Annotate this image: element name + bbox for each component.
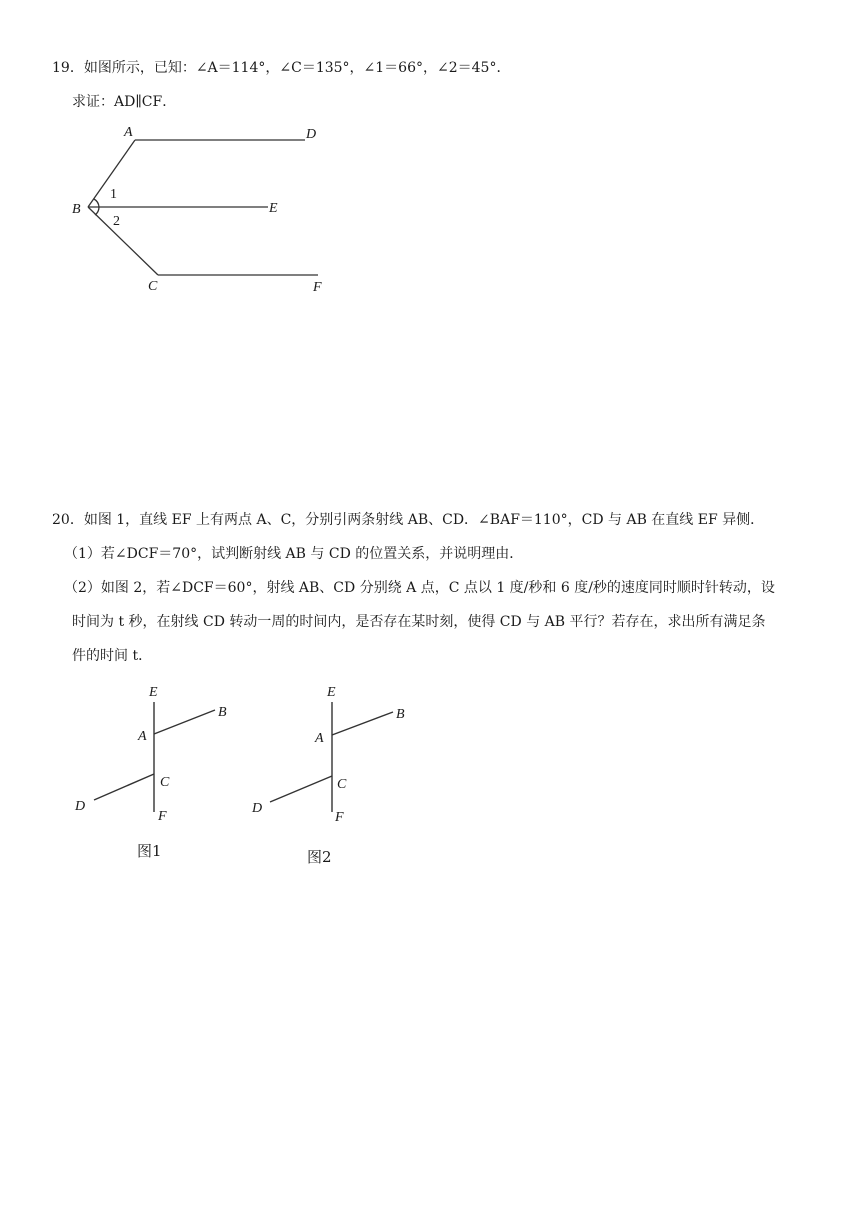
- ray-ab: [154, 710, 215, 734]
- figure1-caption: 图1: [137, 842, 162, 860]
- ray-cd: [94, 774, 154, 800]
- label-e: E: [149, 685, 158, 700]
- label-f: F: [158, 809, 167, 824]
- ray-ab: [332, 712, 393, 735]
- label-c: C: [148, 279, 158, 294]
- label-b: B: [218, 705, 227, 720]
- q20-part2-line3: 件的时间 t．: [72, 648, 153, 664]
- label-e: E: [269, 201, 278, 216]
- q19-statement: 19．如图所示，已知：∠A＝114°，∠C＝135°，∠1＝66°，∠2＝45°．: [52, 60, 511, 76]
- label-f: F: [335, 810, 344, 825]
- label-d: D: [75, 799, 86, 814]
- q19-figure: [60, 118, 360, 298]
- label-b: B: [72, 202, 81, 217]
- label-c: C: [160, 775, 170, 790]
- segment-bc: [88, 207, 158, 275]
- angle1-arc: [94, 199, 99, 207]
- label-d: D: [306, 127, 317, 142]
- label-a: A: [138, 729, 147, 744]
- label-angle1: 1: [110, 187, 117, 202]
- label-a: A: [124, 125, 133, 140]
- q20-part1: （1）若∠DCF＝70°，试判断射线 AB 与 CD 的位置关系，并说明理由．: [64, 546, 524, 562]
- figure2-caption: 图2: [307, 848, 332, 866]
- label-e: E: [327, 685, 336, 700]
- label-f: F: [313, 280, 322, 295]
- ray-cd: [270, 776, 332, 802]
- label-d: D: [252, 801, 263, 816]
- q20-figure1: [70, 678, 250, 828]
- angle2-arc: [95, 207, 99, 215]
- label-c: C: [337, 777, 347, 792]
- q20-part2-line1: （2）如图 2，若∠DCF＝60°，射线 AB、CD 分别绕 A 点，C 点以 1 度/秒和 6 度/秒的速度同时顺时针转动，设: [64, 580, 775, 596]
- q19-prove: 求证：AD∥CF．: [72, 94, 177, 110]
- q20-part2-line2: 时间为 t 秒，在射线 CD 转动一周的时间内，是否存在某时刻，使得 CD 与 AB 平行？若存在，求出所有满足条: [72, 614, 766, 630]
- label-b: B: [396, 707, 405, 722]
- q20-figure2: [245, 678, 425, 828]
- q20-intro: 20．如图 1，直线 EF 上有两点 A、C，分别引两条射线 AB、CD．∠BAF＝110°，CD 与 AB 在直线 EF 异侧．: [52, 512, 765, 528]
- label-a: A: [315, 731, 324, 746]
- label-angle2: 2: [113, 214, 120, 229]
